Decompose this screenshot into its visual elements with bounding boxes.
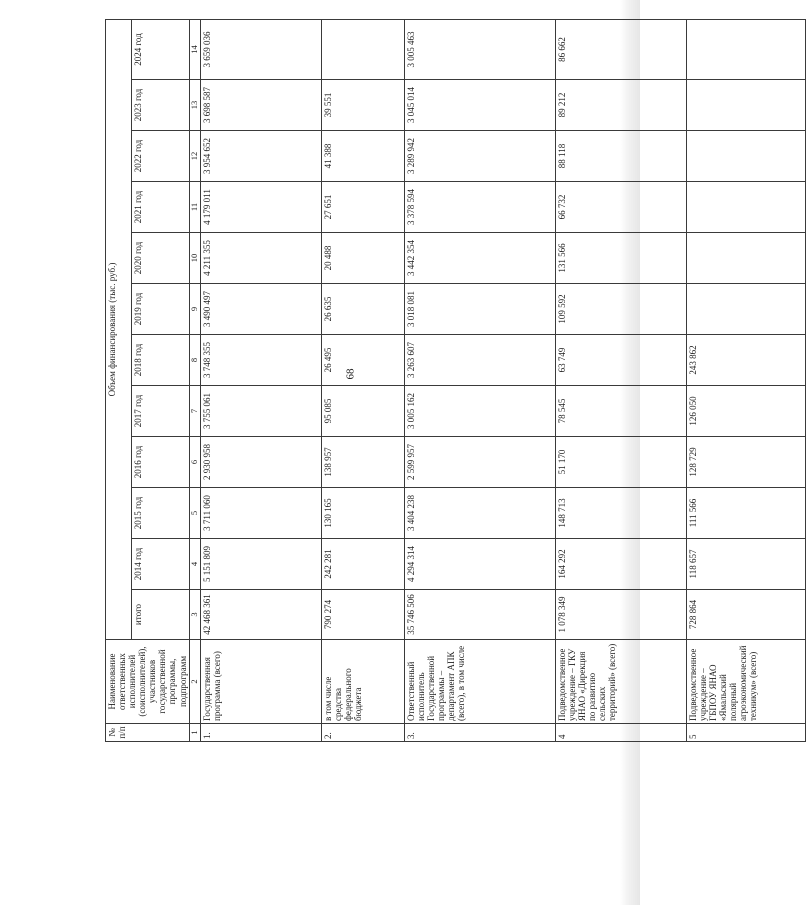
column-number: 12	[189, 131, 200, 182]
column-number: 5	[189, 488, 200, 539]
funding-table	[105, 19, 806, 742]
cell-value	[686, 284, 805, 335]
cell-value: 3 755 061	[200, 386, 321, 437]
cell-value: 111 566	[686, 488, 805, 539]
header-year: 2016 год	[132, 437, 190, 488]
header-year: 2019 год	[132, 284, 190, 335]
cell-value: 3 045 014	[404, 80, 555, 131]
column-number: 11	[189, 182, 200, 233]
cell-value: 243 862	[686, 335, 805, 386]
cell-value: 3 404 238	[404, 488, 555, 539]
header-row-years	[132, 20, 190, 742]
rotated-table-container	[105, 20, 759, 742]
header-num: № п/п	[106, 724, 190, 742]
cell-value: 138 957	[321, 437, 404, 488]
column-number: 2	[189, 640, 200, 724]
cell-value: 3 711 060	[200, 488, 321, 539]
cell-value: 3 659 036	[200, 20, 321, 80]
cell-value: 3 005 162	[404, 386, 555, 437]
column-number: 7	[189, 386, 200, 437]
cell-value: 86 662	[555, 20, 686, 80]
cell-value: 26 635	[321, 284, 404, 335]
table-row	[686, 20, 805, 742]
cell-value: 41 388	[321, 131, 404, 182]
cell-value: 66 732	[555, 182, 686, 233]
cell-value: 2 930 958	[200, 437, 321, 488]
header-year: 2018 год	[132, 335, 190, 386]
cell-value: 42 468 361	[200, 590, 321, 640]
cell-value: 20 488	[321, 233, 404, 284]
row-number: 3.	[404, 724, 555, 742]
cell-value: 128 729	[686, 437, 805, 488]
row-name: Ответственный исполнитель Государственной программы – департамент АПК (всего), в том числе	[404, 640, 555, 724]
cell-value: 3 954 652	[200, 131, 321, 182]
header-year: 2020 год	[132, 233, 190, 284]
header-year: 2015 год	[132, 488, 190, 539]
cell-value: 35 746 506	[404, 590, 555, 640]
cell-value: 78 545	[555, 386, 686, 437]
row-number: 1.	[200, 724, 321, 742]
column-number: 9	[189, 284, 200, 335]
cell-value: 3 698 587	[200, 80, 321, 131]
cell-value: 242 281	[321, 539, 404, 590]
cell-value: 3 018 081	[404, 284, 555, 335]
cell-value: 1 078 349	[555, 590, 686, 640]
row-name: в том числе средства федерального бюджета	[321, 640, 404, 724]
cell-value: 130 165	[321, 488, 404, 539]
cell-value: 26 495	[321, 335, 404, 386]
cell-value	[686, 182, 805, 233]
row-name: Государственная программа (всего)	[200, 640, 321, 724]
row-number: 5	[686, 724, 805, 742]
row-name: Подведомственное учреждение – ГБПОУ ЯНАО «Ямальский полярный агроэкономический техникум» (всего)	[686, 640, 805, 724]
header-year: 2024 год	[132, 20, 190, 80]
header-year: 2014 год	[132, 539, 190, 590]
column-number: 1	[189, 724, 200, 742]
cell-value: 89 212	[555, 80, 686, 131]
column-number: 8	[189, 335, 200, 386]
cell-value: 95 085	[321, 386, 404, 437]
cell-value: 51 170	[555, 437, 686, 488]
cell-value: 3 263 607	[404, 335, 555, 386]
cell-value: 728 864	[686, 590, 805, 640]
cell-value: 3 490 497	[200, 284, 321, 335]
row-number: 2.	[321, 724, 404, 742]
header-year: 2017 год	[132, 386, 190, 437]
column-number: 14	[189, 20, 200, 80]
cell-value: 39 551	[321, 80, 404, 131]
row-number: 4	[555, 724, 686, 742]
cell-value: 27 651	[321, 182, 404, 233]
rotated-page-area	[105, 20, 759, 742]
table-row	[555, 20, 686, 742]
cell-value: 2 599 957	[404, 437, 555, 488]
cell-value	[686, 131, 805, 182]
cell-value: 790 274	[321, 590, 404, 640]
header-total: итого	[132, 590, 190, 640]
table-row	[321, 20, 404, 742]
header-year: 2021 год	[132, 182, 190, 233]
column-number: 3	[189, 590, 200, 640]
cell-value: 126 050	[686, 386, 805, 437]
cell-value: 148 713	[555, 488, 686, 539]
cell-value: 3 748 355	[200, 335, 321, 386]
cell-value	[686, 80, 805, 131]
column-number: 13	[189, 80, 200, 131]
cell-value: 4 294 314	[404, 539, 555, 590]
page-number: 68	[344, 368, 357, 380]
cell-value	[321, 20, 404, 80]
cell-value: 109 592	[555, 284, 686, 335]
header-name: Наименование ответственных исполнителей (соисполнителей), участников государственной программы, подпрограмм	[106, 640, 190, 724]
column-number: 10	[189, 233, 200, 284]
row-name: Подведомственное учреждение – ГКУ ЯНАО «Дирекция по развитию сельских территорий» (всего)	[555, 640, 686, 724]
column-number-row	[189, 20, 200, 742]
cell-value: 5 151 809	[200, 539, 321, 590]
header-row-top	[106, 20, 132, 742]
header-year: 2022 год	[132, 131, 190, 182]
cell-value: 131 566	[555, 233, 686, 284]
table-row	[200, 20, 321, 742]
cell-value: 88 118	[555, 131, 686, 182]
column-number: 6	[189, 437, 200, 488]
cell-value	[686, 20, 805, 80]
cell-value: 164 292	[555, 539, 686, 590]
cell-value: 4 211 355	[200, 233, 321, 284]
cell-value: 3 289 942	[404, 131, 555, 182]
header-funding: Объем финансирования (тыс. руб.)	[106, 20, 132, 640]
cell-value: 118 657	[686, 539, 805, 590]
cell-value	[686, 233, 805, 284]
cell-value: 3 005 463	[404, 20, 555, 80]
cell-value: 3 442 354	[404, 233, 555, 284]
column-number: 4	[189, 539, 200, 590]
cell-value: 3 378 594	[404, 182, 555, 233]
header-year: 2023 год	[132, 80, 190, 131]
cell-value: 63 749	[555, 335, 686, 386]
cell-value: 4 179 011	[200, 182, 321, 233]
table-row	[404, 20, 555, 742]
